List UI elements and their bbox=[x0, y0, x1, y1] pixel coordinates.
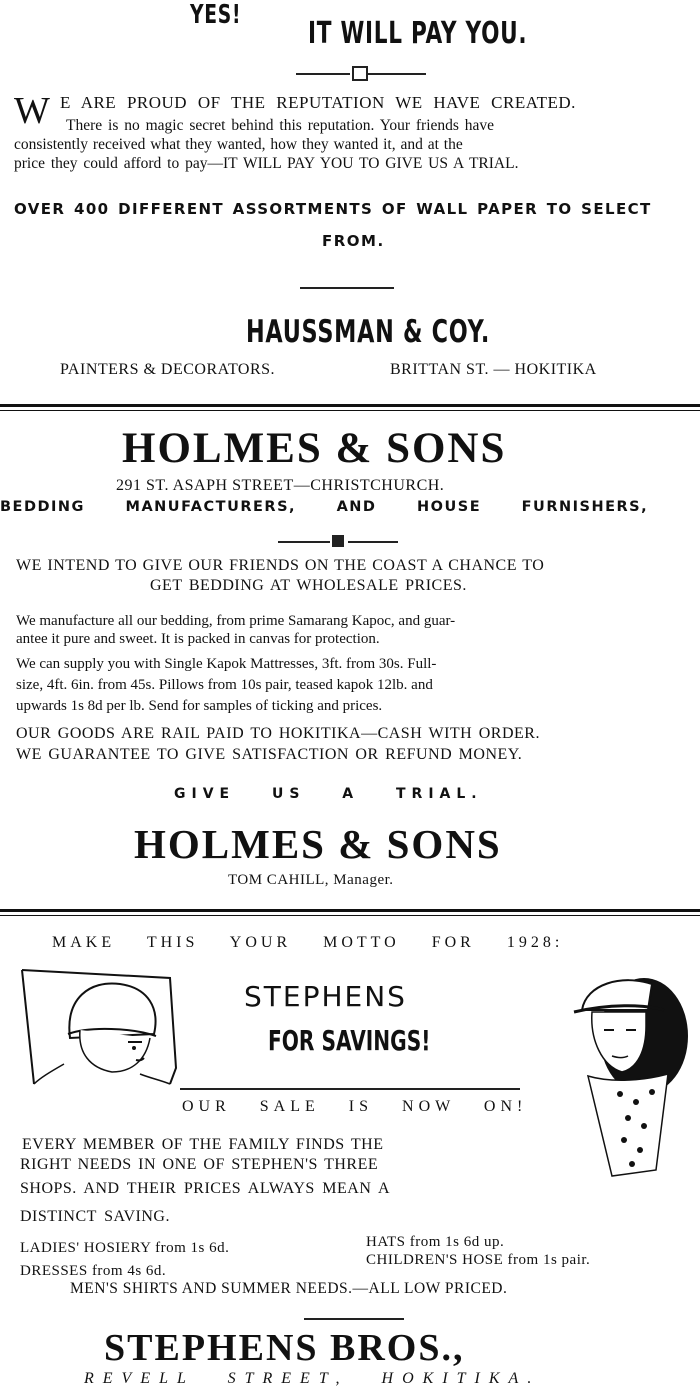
holmes-address: 291 ST. ASAPH STREET—CHRISTCHURCH. bbox=[116, 477, 445, 494]
reputation-line-4: price they could afford to pay—IT WILL PAY YOU TO GIVE US A TRIAL. bbox=[14, 155, 519, 172]
intend-line-1: WE INTEND TO GIVE OUR FRIENDS ON THE COAST A CHANCE TO bbox=[16, 557, 545, 574]
assortments-line-1: OVER 400 DIFFERENT ASSORTMENTS OF WALL PAPER TO SELECT bbox=[14, 200, 652, 218]
family-line-3: SHOPS. AND THEIR PRICES ALWAYS MEAN A bbox=[20, 1180, 391, 1197]
haussman-address: BRITTAN ST. — HOKITIKA bbox=[390, 361, 597, 378]
holmes-trade: BEDDING MANUFACTURERS, AND HOUSE FURNISHERS, bbox=[0, 499, 649, 515]
pay-you-headline: IT WILL PAY YOU. bbox=[308, 16, 528, 51]
section-rule bbox=[0, 909, 700, 912]
supply-line-2: size, 4ft. 6in. from 45s. Pillows from 10s pair, teased kapok 12lb. and bbox=[16, 677, 433, 693]
divider bbox=[300, 287, 394, 289]
holmes-name-top: HOLMES & SONS bbox=[122, 425, 507, 472]
reputation-line-3: consistently received what they wanted, how they wanted it, and at the bbox=[14, 136, 463, 153]
family-line-1: EVERY MEMBER OF THE FAMILY FINDS THE bbox=[22, 1136, 384, 1153]
section-rule bbox=[0, 410, 700, 411]
divider bbox=[304, 1318, 404, 1320]
section-rule bbox=[0, 404, 700, 407]
for-savings: FOR SAVINGS! bbox=[268, 1024, 431, 1057]
goods-line-2: WE GUARANTEE TO GIVE SATISFACTION OR REFUND MONEY. bbox=[16, 746, 523, 763]
yes-heading: YES! bbox=[190, 0, 242, 30]
stephens-bros: STEPHENS BROS., bbox=[104, 1327, 465, 1369]
manager: TOM CAHILL, Manager. bbox=[228, 872, 394, 888]
reputation-line-2: There is no magic secret behind this reputation. Your friends have bbox=[66, 117, 495, 134]
manufacture-line-2: antee it pure and sweet. It is packed in canvas for protection. bbox=[16, 631, 380, 647]
give-us-a-trial: GIVE US A TRIAL. bbox=[174, 786, 483, 802]
section-rule bbox=[0, 915, 700, 916]
divider bbox=[180, 1088, 520, 1090]
stephens-heading: STEPHENS bbox=[244, 980, 407, 1013]
supply-line-3: upwards 1s 8d per lb. Send for samples of ticking and prices. bbox=[16, 698, 383, 714]
revell-street: REVELL STREET, HOKITIKA. bbox=[84, 1370, 541, 1387]
ornament-icon bbox=[332, 535, 344, 547]
family-line-2: RIGHT NEEDS IN ONE OF STEPHEN'S THREE bbox=[20, 1156, 379, 1173]
goods-line-1: OUR GOODS ARE RAIL PAID TO HOKITIKA—CASH WITH ORDER. bbox=[16, 725, 540, 742]
motto: MAKE THIS YOUR MOTTO FOR 1928: bbox=[52, 934, 564, 951]
manufacture-line-1: We manufacture all our bedding, from prime Samarang Kapoc, and guar- bbox=[16, 613, 456, 629]
mens-shirts: MEN'S SHIRTS AND SUMMER NEEDS.—ALL LOW PRICED. bbox=[70, 1280, 508, 1297]
hats: HATS from 1s 6d up. bbox=[366, 1234, 505, 1250]
sale-now-on: OUR SALE IS NOW ON! bbox=[182, 1098, 528, 1115]
man-illustration bbox=[548, 970, 694, 1178]
family-line-4: DISTINCT SAVING. bbox=[20, 1208, 170, 1225]
ladies-hosiery: LADIES' HOSIERY from 1s 6d. bbox=[20, 1240, 230, 1256]
drop-cap: W bbox=[14, 90, 50, 132]
ornament-icon bbox=[352, 66, 368, 81]
holmes-name-bottom: HOLMES & SONS bbox=[134, 821, 502, 867]
intend-line-2: GET BEDDING AT WHOLESALE PRICES. bbox=[150, 577, 467, 594]
assortments-line-2: FROM. bbox=[322, 232, 385, 250]
dresses: DRESSES from 4s 6d. bbox=[20, 1263, 167, 1279]
woman-illustration bbox=[20, 968, 182, 1086]
supply-line-1: We can supply you with Single Kapok Mattresses, 3ft. from 30s. Full- bbox=[16, 656, 437, 672]
reputation-line-1: E ARE PROUD OF THE REPUTATION WE HAVE CREATED. bbox=[60, 93, 576, 112]
painters-decorators: PAINTERS & DECORATORS. bbox=[60, 361, 276, 378]
childrens-hose: CHILDREN'S HOSE from 1s pair. bbox=[366, 1252, 591, 1268]
haussman-firm-name: HAUSSMAN & COY. bbox=[246, 314, 491, 350]
